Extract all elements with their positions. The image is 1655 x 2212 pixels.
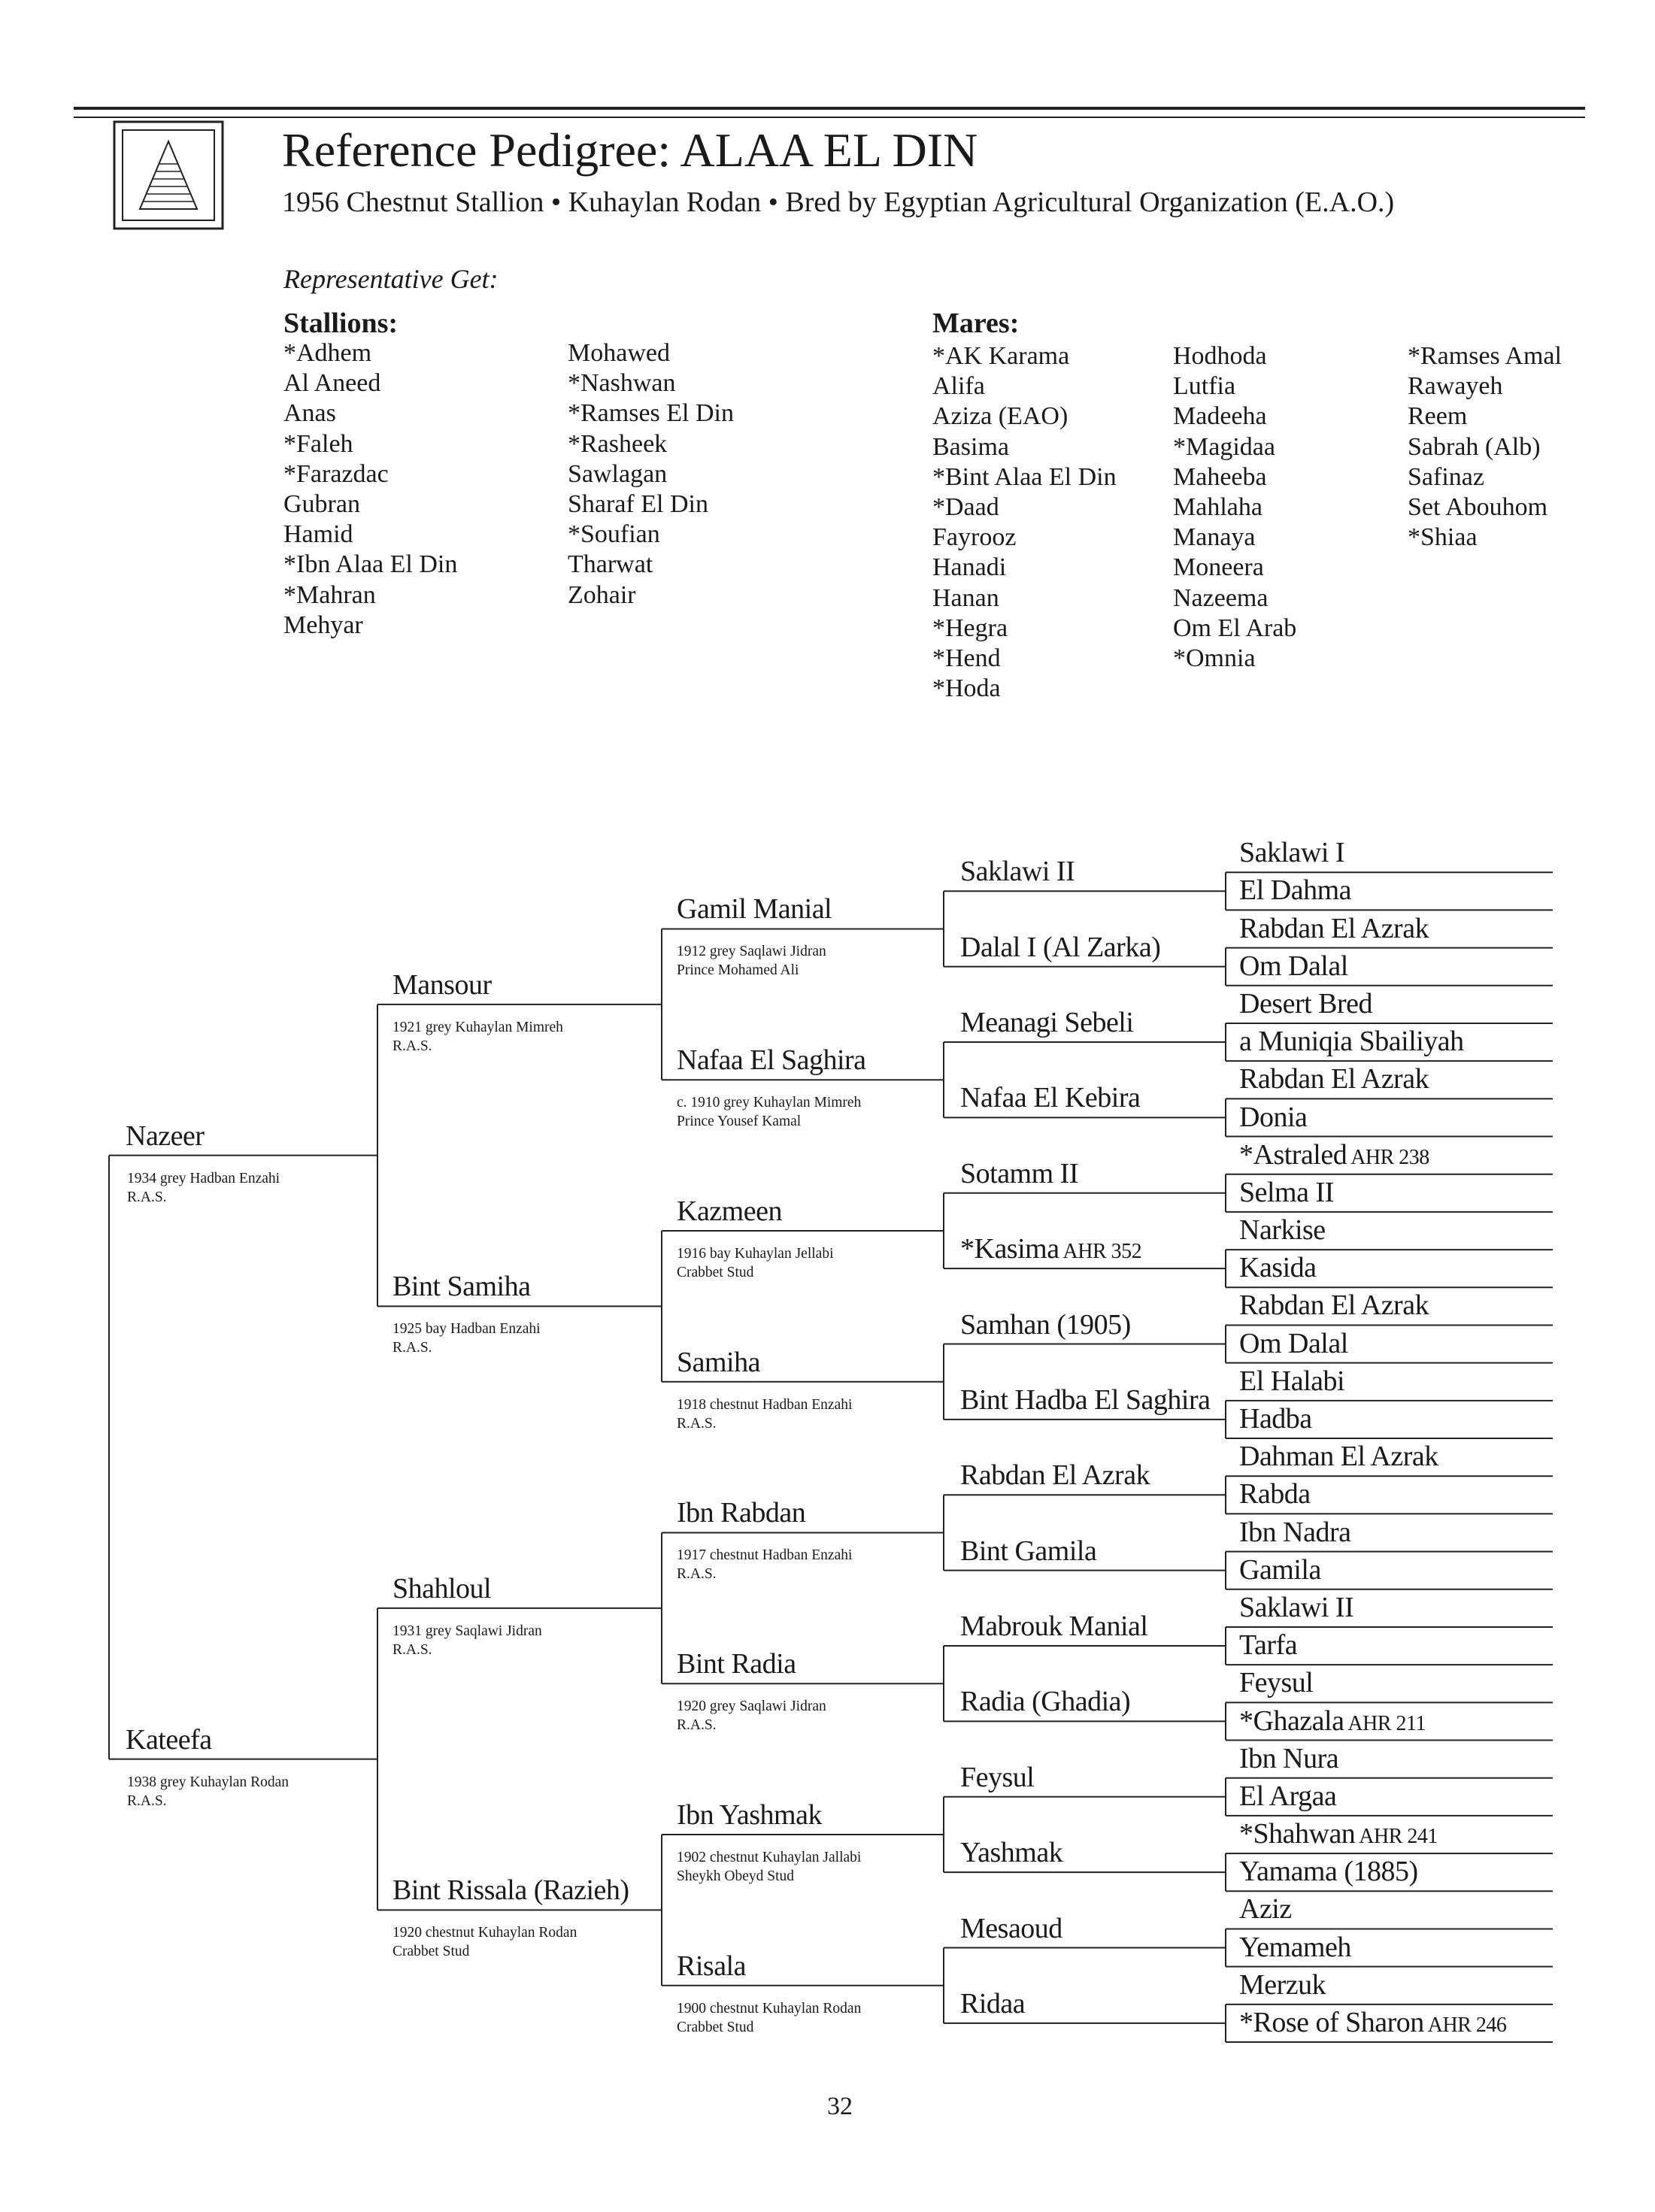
gen5-horse-name: Kasida [1239,1252,1317,1284]
gen3-horse-name: Samiha [677,1346,760,1378]
get-name-item: *Bint Alaa El Din [932,462,1117,491]
gen2-horse-name: Shahloul [393,1572,492,1604]
get-name-item: Rawayeh [1408,372,1503,401]
page-subtitle: 1956 Chestnut Stallion • Kuhaylan Rodan • Bred by Egyptian Agricultural Organization (E.A.O.) [282,186,1395,218]
gen3-horse-breeder: R.A.S. [677,1415,717,1432]
gen2-horse-breeder: R.A.S. [393,1641,432,1658]
gen5-horse-name: Rabdan El Azrak [1239,1063,1429,1095]
gen5-horse-name: Rabda [1239,1478,1311,1511]
gen5-horse-name: El Halabi [1239,1365,1345,1397]
get-name-item: Reem [1408,402,1468,431]
gen5-horse-name: Yemameh [1239,1931,1351,1963]
gen5-horse-name: Hadba [1239,1403,1312,1435]
get-name-item: Basima [932,432,1009,461]
gen3-horse-detail: c. 1910 grey Kuhaylan Mimreh [677,1095,862,1111]
gen5-horse-name: Aziz [1239,1893,1292,1926]
gen3-horse-name: Gamil Manial [677,893,832,926]
gen3-horse-detail: 1902 chestnut Kuhaylan Jallabi [677,1849,862,1865]
get-name-item: Al Aneed [283,369,381,398]
get-name-item: Hanan [932,583,999,612]
gen3-horse-detail: 1912 grey Saqlawi Jidran [677,944,826,960]
get-name-item: Hanadi [932,553,1007,582]
gen4-horse-name: Ridaa [960,1987,1026,2020]
gen5-horse-name: Tarfa [1239,1629,1298,1662]
get-name-item: *Farazdac [283,459,389,488]
gen5-horse-name: Narkise [1239,1214,1326,1247]
get-name-item: Om El Arab [1173,614,1297,642]
get-name-item: *Ramses Amal [1408,342,1562,370]
get-name-item: *Soufian [568,520,660,549]
gen3-horse-detail: 1900 chestnut Kuhaylan Rodan [677,2000,862,2017]
gen1-horse-breeder: R.A.S. [127,1792,167,1809]
get-name-item: Manaya [1173,523,1256,552]
gen3-horse-name: Ibn Yashmak [677,1798,822,1831]
gen4-horse-name: Yashmak [960,1837,1063,1869]
get-name-item: Safinaz [1408,462,1484,491]
gen4-horse-name: Radia (Ghadia) [960,1686,1131,1718]
gen2-horse-name: Bint Rissala (Razieh) [393,1874,629,1907]
representative-get-label: Representative Get: [283,264,499,294]
gen1-horse-name: Kateefa [126,1723,212,1756]
get-name-item: Set Abouhom [1408,492,1548,521]
get-name-item: Mohawed [568,339,670,367]
get-name-item: Alifa [932,372,985,401]
mares-heading: Mares: [932,308,1020,339]
get-name-item: Lutfia [1173,372,1236,401]
gen5-horse-name: *Rose of Sharon AHR 246 [1239,2007,1507,2038]
gen3-horse-name: Bint Radia [677,1648,796,1680]
gen5-horse-name: Ibn Nura [1239,1742,1339,1774]
get-name-item: Gubran [283,489,360,518]
gen2-horse-detail: 1920 chestnut Kuhaylan Rodan [393,1925,577,1941]
gen5-horse-name: Saklawi II [1239,1591,1354,1623]
get-name-item: Mahlaha [1173,492,1262,521]
get-name-item: *Mahran [283,580,376,609]
get-name-item: Aziza (EAO) [932,402,1068,431]
gen1-horse-name: Nazeer [126,1120,205,1152]
gen5-horse-name: Om Dalal [1239,1327,1348,1359]
get-name-item: Nazeema [1173,583,1269,612]
gen2-horse-name: Bint Samiha [393,1271,531,1303]
gen3-horse-breeder: Prince Yousef Kamal [677,1114,802,1130]
get-name-item: *Ibn Alaa El Din [283,550,458,579]
gen5-horse-name: El Argaa [1239,1780,1337,1812]
registration-number: AHR 352 [1059,1240,1142,1264]
gen4-horse-name: Dalal I (Al Zarka) [960,931,1161,963]
gen4-horse-name: Bint Hadba El Saghira [960,1383,1211,1416]
gen5-horse-name: Dahman El Azrak [1239,1441,1438,1473]
gen5-horse-name: *Ghazala AHR 211 [1239,1704,1426,1737]
page-title: Reference Pedigree: ALAA EL DIN [282,123,978,177]
registration-number: AHR 246 [1423,2014,1507,2037]
gen3-horse-breeder: R.A.S. [677,1717,717,1734]
registration-number: AHR 211 [1344,1711,1426,1735]
gen5-horse-name: Feysul [1239,1667,1314,1699]
get-name-item: Tharwat [568,550,653,579]
gen2-horse-breeder: R.A.S. [393,1340,432,1356]
registration-number: AHR 238 [1347,1145,1429,1169]
get-name-item: Maheeba [1173,462,1267,491]
get-name-item: Hodhoda [1173,342,1267,370]
gen2-horse-detail: 1925 bay Hadban Enzahi [393,1321,541,1338]
gen1-horse-breeder: R.A.S. [127,1189,167,1205]
get-name-item: *Nashwan [568,369,676,398]
gen5-horse-name: a Muniqia Sbailiyah [1239,1026,1464,1058]
gen5-horse-name: Selma II [1239,1176,1334,1208]
get-name-item: *Hegra [932,614,1008,642]
gen4-horse-name: Rabdan El Azrak [960,1459,1150,1492]
get-name-item: *Hend [932,644,1001,672]
get-name-item: *Faleh [283,429,353,458]
gen5-horse-name: Saklawi I [1239,837,1345,869]
gen3-horse-detail: 1916 bay Kuhaylan Jellabi [677,1245,834,1262]
gen4-horse-name: Samhan (1905) [960,1308,1131,1341]
get-name-item: *Hoda [932,674,1001,703]
gen5-horse-name: Donia [1239,1101,1308,1133]
get-name-item: Anas [283,399,336,428]
gen4-horse-name: Meanagi Sebeli [960,1007,1134,1039]
get-name-item: Zohair [568,580,636,609]
gen5-horse-name: El Dahma [1239,874,1352,907]
gen1-horse-detail: 1934 grey Hadban Enzahi [127,1170,280,1186]
gen4-horse-name: Mesaoud [960,1912,1062,1944]
get-name-item: *Magidaa [1173,432,1275,461]
gen5-horse-name: Rabdan El Azrak [1239,912,1429,944]
gen3-horse-breeder: R.A.S. [677,1566,717,1583]
page-number: 32 [827,2092,853,2120]
gen3-horse-breeder: Prince Mohamed Ali [677,962,799,979]
gen2-horse-detail: 1931 grey Saqlawi Jidran [393,1623,542,1639]
get-name-item: *Daad [932,492,999,521]
gen4-horse-name: Sotamm II [960,1157,1078,1189]
gen5-horse-name: Desert Bred [1239,987,1373,1020]
get-name-item: Fayrooz [932,523,1017,552]
gen1-horse-detail: 1938 grey Kuhaylan Rodan [127,1774,289,1790]
get-name-item: *Rasheek [568,429,668,458]
gen5-horse-name: *Astraled AHR 238 [1239,1138,1429,1171]
gen3-horse-detail: 1920 grey Saqlawi Jidran [677,1698,826,1715]
get-name-item: *Ramses El Din [568,399,734,428]
gen3-horse-breeder: Crabbet Stud [677,1264,754,1280]
gen3-horse-name: Kazmeen [677,1195,782,1227]
get-name-item: Sawlagan [568,459,668,488]
get-name-item: *Omnia [1173,644,1256,672]
gen3-horse-breeder: Sheykh Obeyd Stud [677,1868,794,1884]
get-name-item: Madeeha [1173,402,1267,431]
gen5-horse-name: Om Dalal [1239,950,1348,982]
gen5-horse-name: *Shahwan AHR 241 [1239,1818,1438,1850]
gen2-horse-breeder: R.A.S. [393,1038,432,1054]
gen2-horse-breeder: Crabbet Stud [393,1944,470,1960]
gen3-horse-name: Ibn Rabdan [677,1497,806,1529]
get-name-item: Sabrah (Alb) [1408,432,1541,461]
gen5-horse-name: Gamila [1239,1553,1321,1586]
gen5-horse-name: Rabdan El Azrak [1239,1289,1429,1322]
get-name-item: *AK Karama [932,342,1070,370]
gen3-horse-detail: 1917 chestnut Hadban Enzahi [677,1547,853,1564]
get-name-item: *Adhem [283,339,372,367]
gen3-horse-breeder: Crabbet Stud [677,2019,754,2035]
stallions-heading: Stallions: [283,308,399,339]
gen4-horse-name: Feysul [960,1761,1035,1793]
get-name-item: Moneera [1173,553,1264,582]
get-name-item: Mehyar [283,611,363,639]
gen4-horse-name: Mabrouk Manial [960,1611,1148,1643]
gen5-horse-name: Ibn Nadra [1239,1516,1351,1548]
gen2-horse-detail: 1921 grey Kuhaylan Mimreh [393,1019,563,1035]
gen4-horse-name: Nafaa El Kebira [960,1082,1141,1114]
gen5-horse-name: Yamama (1885) [1239,1856,1418,1888]
get-name-item: Hamid [283,520,353,549]
gen4-horse-name: Bint Gamila [960,1535,1097,1567]
registration-number: AHR 241 [1355,1825,1438,1849]
get-name-item: Sharaf El Din [568,489,708,518]
gen3-horse-name: Nafaa El Saghira [677,1044,866,1077]
get-name-item: *Shiaa [1408,523,1478,552]
gen3-horse-name: Risala [677,1950,746,1982]
gen5-horse-name: Merzuk [1239,1968,1326,2001]
gen3-horse-detail: 1918 chestnut Hadban Enzahi [677,1396,853,1413]
gen4-horse-name: Saklawi II [960,856,1075,888]
gen4-horse-name: *Kasima AHR 352 [960,1233,1142,1265]
gen2-horse-name: Mansour [393,968,492,1001]
